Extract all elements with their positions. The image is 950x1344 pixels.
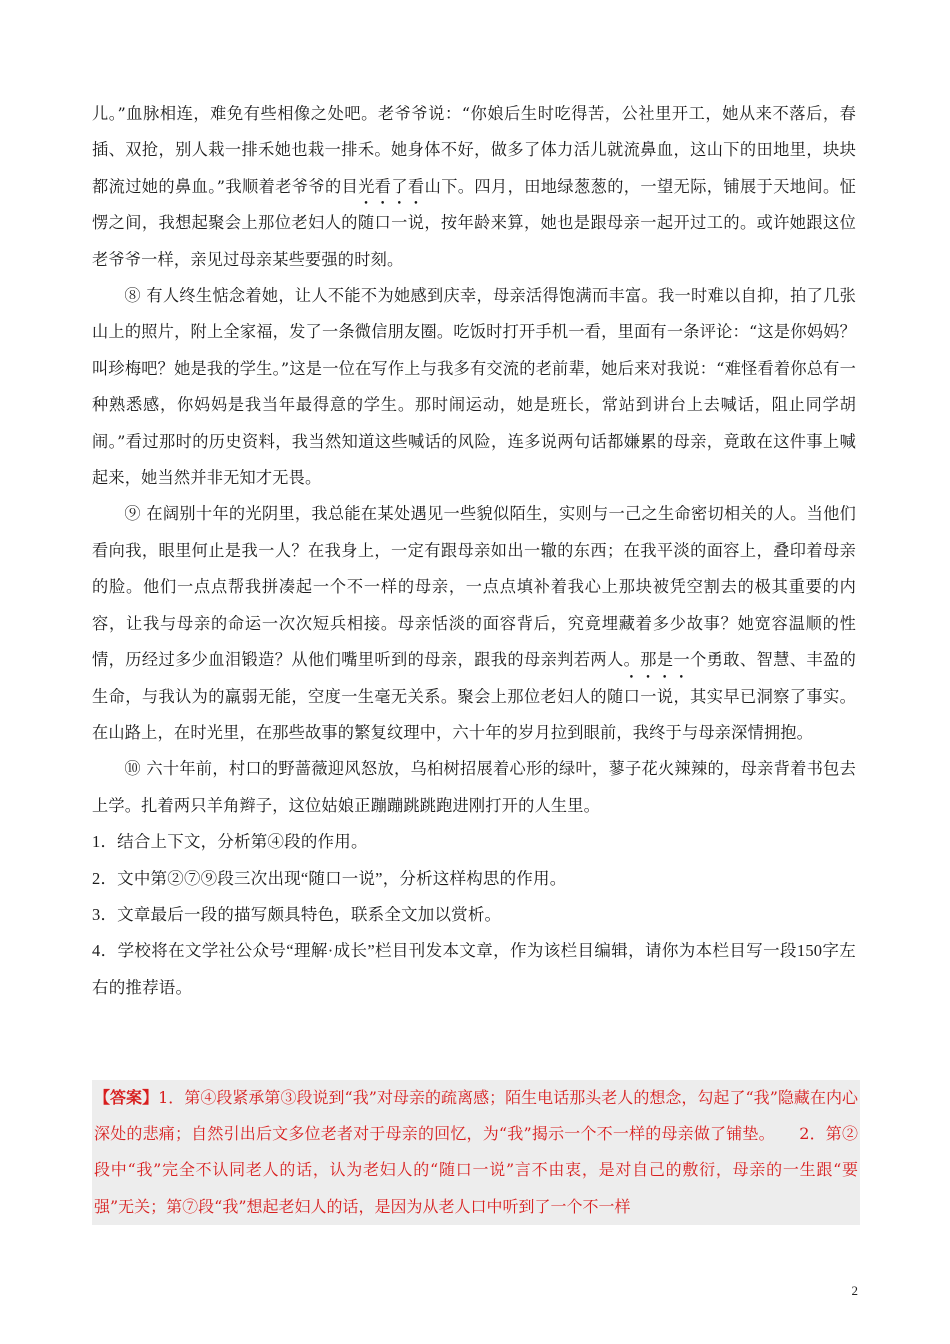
- question-3: 3．文章最后一段的描写颇具特色，联系全文加以赏析。: [92, 904, 502, 924]
- answer-block: [92, 1080, 860, 1225]
- question-4: 4．学校将在文学社公众号“理解·成长”栏目刊发本文章，作为该栏目编辑，请你为本栏目写一段150字左右的推荐语。: [92, 941, 856, 997]
- question-2: 2．文中第②⑦⑨段三次出现“随口一说”，分析这样构思的作用。: [92, 868, 567, 888]
- emphasis-char: 口: [623, 686, 641, 706]
- emphasis-char: 一: [640, 686, 657, 706]
- emphasis-char: 随: [607, 686, 624, 706]
- text-run: ⑨ 在阔别十年的光阴里，我总能在某处遇见一些貌似陌生，实则与一己之生命密切相关的人。当他们看向我，眼里何止是我一人？在我身上，一定有跟母亲如出一辙的东西；在我平淡的面容上，叠印着母亲的脸。他们一点点帮我拼凑起一个不一样的母亲，一点点填补着我心上那块被凭空割去的极其重要的内容，让我与母亲的命运一次次短兵相接。母亲恬淡的面容背后，究竟埋藏着多少故事？她宽容温顺的性情，历经过多少血泪锻造？从他们嘴里听到的母亲，跟我的母亲判若两人。那是一个勇敢、智慧、丰盈的生命，与我认为的羸弱无能，空度一生毫无关系。聚会上那位老妇人的: [92, 504, 856, 706]
- text-run: ，按年龄来算，她也是跟母亲一起开过工的。或许她跟这位老爷爷一样，亲见过母亲某些要强的时刻。: [92, 213, 857, 269]
- page-number: 2: [851, 1283, 858, 1298]
- answer-tag: 【答案】: [94, 1088, 159, 1107]
- emphasis-char: 随: [357, 213, 375, 233]
- emphasis-char: 说: [407, 213, 425, 233]
- answer-text: 1．第④段紧承第③段说到“我”对母亲的疏离感；陌生电话那头老人的想念，勾起了“我”隐藏在内心深处的悲痛；自然引出后文多位老者对于母亲的回忆，为“我”揭示一个不一样的母亲做了铺垫。 2．第②段中“我”完全不认同老人的话，认为老妇人的“随口一说”言不由衷，是对自己的敷衍，母亲的一生跟“要强”无关；第⑦段“我”想起老妇人的话，是因为从老人口中听到了一个不一样: [94, 1088, 858, 1216]
- emphasis-char: 一: [391, 213, 408, 233]
- emphasis-char: 说: [656, 686, 674, 706]
- text-run: 儿。”血脉相连，难免有些相像之处吧。老爷爷说：“你娘后生时吃得苦，公社里开工，她从来不落后，春插、双抢，别人栽一排禾她也栽一排禾。她身体不好，做多了体力活儿就流鼻血，这山下的田地里，块块都流过她的鼻血。”我顺着老爷爷的目光看了看山下。四月，田地绿葱葱的，一望无际，铺展于天地间。怔愣之间，我想起聚会上那位老妇人的: [92, 104, 856, 233]
- article-body: [92, 96, 856, 1006]
- paragraph-7-continued: [92, 96, 856, 278]
- emphasis-char: 口: [374, 213, 392, 233]
- paragraph-9: [92, 496, 856, 751]
- paragraph-10: ⑩ 六十年前，村口的野蔷薇迎风怒放，乌桕树招展着心形的绿叶，蓼子花火辣辣的，母亲背着书包去上学。扎着两只羊角辫子，这位姑娘正蹦蹦跳跳跑进刚打开的人生里。: [92, 759, 856, 815]
- text-run: ，其实早已洞察了事实。在山路上，在时光里，在那些故事的繁复纹理中，六十年的岁月拉到眼前，我终于与母亲深情拥抱。: [92, 686, 857, 742]
- question-1: 1．结合上下文，分析第④段的作用。: [92, 832, 368, 852]
- paragraph-8: ⑧ 有人终生惦念着她，让人不能不为她感到庆幸，母亲活得饱满而丰富。我一时难以自抑，拍了几张山上的照片，附上全家福，发了一条微信朋友圈。吃饭时打开手机一看，里面有一条评论：“这是你妈妈？叫珍梅吧？她是我的学生。”这是一位在写作上与我多有交流的老前辈，她后来对我说：“难怪看着你总有一种熟悉感，你妈妈是我当年最得意的学生。那时闹运动，她是班长，常站到讲台上去喊话，阻止同学胡闹。”看过那时的历史资料，我当然知道这些喊话的风险，连多说两句话都嫌累的母亲，竟敢在这件事上喊起来，她当然并非无知才无畏。: [92, 286, 856, 488]
